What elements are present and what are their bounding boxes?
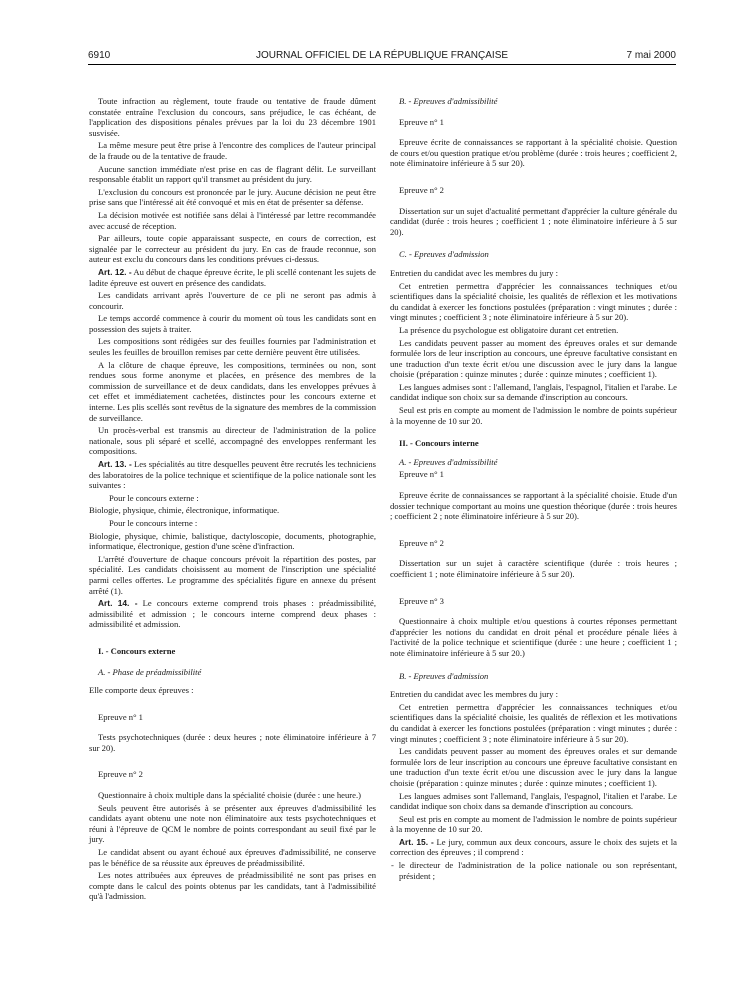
paragraph: Dissertation sur un sujet d'actualité permettant d'apprécier la culture générale du candidat (durée : trois heures ; coefficient 1 ; note éliminatoire inférieure à 5 sur 20). (390, 205, 677, 237)
paragraph: Un procès-verbal est transmis au directeur de l'administration de la police nationale, sous pli séparé et scellé, accompagné des enveloppes renfermant les compositions. (89, 425, 376, 457)
article-text: Au début de chaque épreuve écrite, le pli scellé contenant les sujets de ladite épreuve est ouvert en présence des candidats. (89, 266, 376, 288)
internal-specialties-label: Pour le concours interne : (109, 517, 198, 528)
paragraph: Cet entretien permettra d'apprécier les connaissances techniques et/ou scientifiques dans la spécialité choisie, les qualités de réflexion et les motivations du candidat à exercer les fonctions postulées (préparation : vingt minutes ; durée : vingt minutes ; coefficient 3 ; note éliminatoire inférieure à 5 sur 20). (390, 280, 677, 323)
article-label: Art. 13. - (98, 459, 132, 469)
paragraph: Aucune sanction immédiate n'est prise en cas de flagrant délit. Le surveillant responsable établit un rapport qu'il transmet au président du jury. (89, 163, 376, 185)
paragraph: Les compositions sont rédigées sur des feuilles fournies par l'administration et seules les feuilles de brouillon remises par cette dernière peuvent être utilisées. (89, 336, 376, 358)
issue-date: 7 mai 2000 (626, 50, 676, 61)
list-item: - le directeur de l'administration de la police nationale ou son représentant, président ; (391, 860, 677, 881)
paragraph: Les notes attribuées aux épreuves de préadmissibilité ne sont pas prises en compte dans le calcul des points obtenus par les candidats, tant à l'admissibilité qu'à l'admission. (89, 870, 376, 902)
subsection-heading: C. - Epreuves d'admission (399, 249, 489, 260)
article-14 (89, 598, 376, 630)
paragraph: L'arrêté d'ouverture de chaque concours prévoit la répartition des postes, par spécialité. Les candidats choisissent au moment de l'inscription une spécialité parmi celles offertes. Le programme des spécialités figure en annexe du présent arrêté (1). (89, 553, 376, 596)
paragraph: Les langues admises sont : l'allemand, l'anglais, l'espagnol, l'italien et l'arabe. Le candidat indique son choix sur sa demande d'inscription au concours. (390, 381, 677, 403)
paragraph: Cet entretien permettra d'apprécier les connaissances techniques et/ou scientifiques dans la spécialité choisie, les qualités de réflexion et les motivations du candidat à exercer les fonctions postulées (préparation : vingt minutes ; durée : vingt minutes ; coefficient 3 ; note éliminatoire inférieure à 5 sur 20). (390, 701, 677, 744)
header-rule (88, 64, 676, 65)
subsection-heading: A. - Epreuves d'admissibilité (399, 456, 498, 467)
paragraph: L'exclusion du concours est prononcée par le jury. Aucune décision ne peut être prise sans que l'intéressé ait été convoqué et mis en état de présenter sa défense. (89, 186, 376, 208)
paragraph: Les candidats arrivant après l'ouverture de ce pli ne seront pas admis à concourir. (89, 290, 376, 311)
external-specialties-list: Biologie, physique, chimie, électronique, informatique. (89, 505, 280, 516)
internal-specialties-list: Biologie, physique, chimie, balistique, dactyloscopie, documents, photographie, informatique, électronique, gestion d'une scène d'infraction. (89, 530, 376, 552)
paragraph: Questionnaire à choix multiple et/ou questions à courtes réponses permettant d'apprécier les notions du candidat en droit pénal et procédure pénale liées à l'activité de la police technique et scientifique (durée : une heure ; coefficient 1 ; note éliminatoire inférieure à 5 sur 20.) (390, 616, 677, 658)
paragraph: Questionnaire à choix multiple dans la spécialité choisie (durée : une heure.) (98, 790, 361, 801)
epreuve-title: Epreuve n° 1 (399, 116, 444, 127)
article-text: Les spécialités au titre desquelles peuvent être recrutés les techniciens des laboratoires de la police technique et scientifique de la police nationale sont les suivantes : (89, 459, 376, 491)
paragraph: Seul est pris en compte au moment de l'admission le nombre de points supérieur à la moyenne de 10 sur 20. (390, 813, 677, 835)
epreuve-title: Epreuve n° 3 (399, 595, 444, 606)
section-heading: II. - Concours interne (399, 438, 479, 449)
article-13 (89, 459, 376, 491)
article-label: Art. 12. - (98, 266, 132, 277)
epreuve-title: Epreuve n° 2 (399, 184, 444, 195)
paragraph: Les candidats peuvent passer au moment des épreuves orales et sur demande formulée lors de leur inscription au concours une épreuve facultative consistant en une traduction d'un texte écrit et/ou une discussion avec le jury dans la langue choisie (préparation : quinze minutes ; durée : quinze minutes ; coefficient 1). (390, 746, 677, 788)
paragraph: Elle comporte deux épreuves : (89, 685, 194, 696)
paragraph: Par ailleurs, toute copie apparaissant suspecte, en cours de correction, est signalée par le correcteur au président du jury. En cas de fraude reconnue, son auteur est exclu du concours dans les conditions prévues ci-dessus. (89, 233, 376, 265)
paragraph: Seuls peuvent être autorisés à se présenter aux épreuves d'admissibilité les candidats ayant obtenu une note non éliminatoire aux tests psychotechniques et réuni à l'épreuve de QCM le nombre de points correspondant au seuil fixé par le jury. (89, 802, 376, 845)
epreuve-title: Epreuve n° 2 (399, 537, 444, 548)
paragraph: A la clôture de chaque épreuve, les compositions, terminées ou non, sont rendues sous forme anonyme et placées, en présence des membres de la commission de surveillance et de deux candidats, dans les enveloppes prévues à cet effet et immédiatement cachetées, distinctes pour les concours externe et interne. Les plis scellés sont revêtus de la signature des membres de la commission de surveillance. (89, 359, 376, 423)
paragraph: Entretien du candidat avec les membres du jury : (390, 267, 558, 278)
paragraph: Entretien du candidat avec les membres du jury : (390, 689, 558, 700)
subsection-heading: A. - Phase de préadmissibilité (98, 666, 202, 677)
article-12 (89, 267, 376, 288)
article-text: Le concours externe comprend trois phases : préadmissibilité, admissibilité et admission ; le concours interne comprend deux phases : admissibilité et admission. (89, 598, 376, 630)
article-text: Le jury, commun aux deux concours, assure le choix des sujets et la correction des épreuves ; il comprend : (390, 836, 677, 858)
running-header (88, 50, 676, 64)
paragraph: Le temps accordé commence à courir du moment où tous les candidats sont en possession des sujets à traiter. (89, 313, 376, 334)
paragraph: La même mesure peut être prise à l'encontre des complices de l'auteur principal de la fraude ou de la tentative de fraude. (89, 140, 376, 161)
journal-title: JOURNAL OFFICIEL DE LA RÉPUBLIQUE FRANÇAISE (255, 50, 509, 61)
subsection-heading: B. - Epreuves d'admissibilité (399, 96, 498, 106)
subsection-heading: B. - Epreuves d'admission (399, 670, 489, 681)
epreuve-title: Epreuve n° 1 (98, 711, 143, 722)
article-15 (390, 837, 677, 858)
paragraph: Seul est pris en compte au moment de l'admission le nombre de points supérieur à la moyenne de 10 sur 20. (390, 405, 677, 426)
paragraph: Epreuve écrite de connaissances se rapportant à la spécialité choisie. Etude d'un dossier technique comportant au moins une question théorique (durée : trois heures ; coefficient 2 ; note éliminatoire inférieure à 5 sur 20). (390, 490, 677, 522)
paragraph: La présence du psychologue est obligatoire durant cet entretien. (399, 324, 619, 335)
paragraph: Les candidats peuvent passer au moment des épreuves orales et sur demande formulée lors de leur inscription au concours, une épreuve facultative consistant en une traduction d'un texte écrit et/ou une discussion avec le jury dans la langue choisie (préparation : quinze minutes ; durée : quinze minutes ; coefficient 1). (390, 337, 677, 380)
epreuve-title: Epreuve n° 1 (399, 469, 444, 480)
right-column (390, 96, 677, 883)
paragraph: Tests psychotechniques (durée : deux heures ; note éliminatoire inférieure à 7 sur 20). (89, 732, 376, 753)
external-specialties-label: Pour le concours externe : (109, 492, 199, 503)
section-heading: I. - Concours externe (98, 645, 176, 656)
paragraph: Epreuve écrite de connaissances se rapportant à la spécialité choisie. Question de cours et/ou question pratique et/ou problème (durée : trois heures ; coefficient 2, note éliminatoire inférieure à 5 sur 20). (390, 137, 677, 169)
epreuve-title: Epreuve n° 2 (98, 769, 143, 780)
article-label: Art. 14. - (98, 598, 138, 609)
paragraph: Les langues admises sont l'allemand, l'anglais, l'espagnol, l'italien et l'arabe. Le candidat indique son choix dans sa demande d'inscription au concours. (390, 790, 677, 812)
paragraph: Toute infraction au règlement, toute fraude ou tentative de fraude dûment constatée entraîne l'exclusion du concours, sans préjudice, le cas échéant, de l'application des dispositions pénales prévues par la loi du 23 décembre 1901 susvisée. (89, 96, 376, 138)
paragraph: Dissertation sur un sujet à caractère scientifique (durée : trois heures ; coefficient 1 ; note éliminatoire inférieure à 5 sur 20). (390, 558, 677, 579)
article-label: Art. 15. - (399, 836, 434, 847)
left-column (89, 96, 376, 904)
page-number: 6910 (88, 50, 111, 61)
paragraph: La décision motivée est notifiée sans délai à l'intéressé par lettre recommandée avec accusé de réception. (89, 209, 376, 231)
paragraph: Le candidat absent ou ayant échoué aux épreuves d'admissibilité, ne conserve pas le bénéfice de sa réussite aux épreuves de préadmissibilité. (89, 847, 376, 868)
